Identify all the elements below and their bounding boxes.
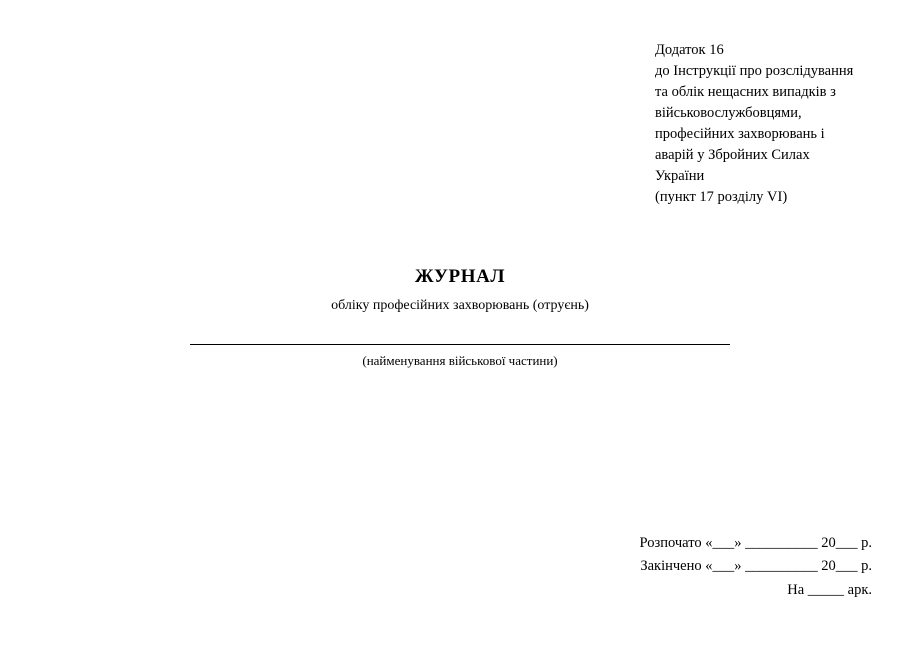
finished-date-line: Закінчено «___» __________ 20___ р. <box>640 558 872 575</box>
page-title: ЖУРНАЛ <box>414 266 506 287</box>
started-date-line: Розпочато «___» __________ 20___ р. <box>639 535 872 551</box>
title-block <box>0 266 920 314</box>
unit-name-caption: (найменування військової частини) <box>362 353 558 368</box>
page-subtitle: обліку професійних захворювань (отруєнь) <box>331 298 589 313</box>
appendix-line-8: (пункт 17 розділу VI) <box>655 189 788 206</box>
appendix-reference-block <box>655 40 885 208</box>
appendix-line-2: до Інструкції про розслідування <box>655 63 854 80</box>
sheet-count-line: На _____ арк. <box>787 581 872 598</box>
appendix-line-3: та облік нещасних випадків з <box>655 84 836 101</box>
unit-name-rule <box>190 344 730 345</box>
footer-fields <box>0 532 920 602</box>
appendix-line-1: Додаток 16 <box>655 42 724 58</box>
appendix-line-7: України <box>655 168 705 185</box>
appendix-line-4: військовослужбовцями, <box>655 105 802 122</box>
appendix-line-5: професійних захворювань і <box>655 126 825 143</box>
unit-name-field <box>0 344 920 369</box>
appendix-line-6: аварій у Збройних Силах <box>655 147 810 164</box>
